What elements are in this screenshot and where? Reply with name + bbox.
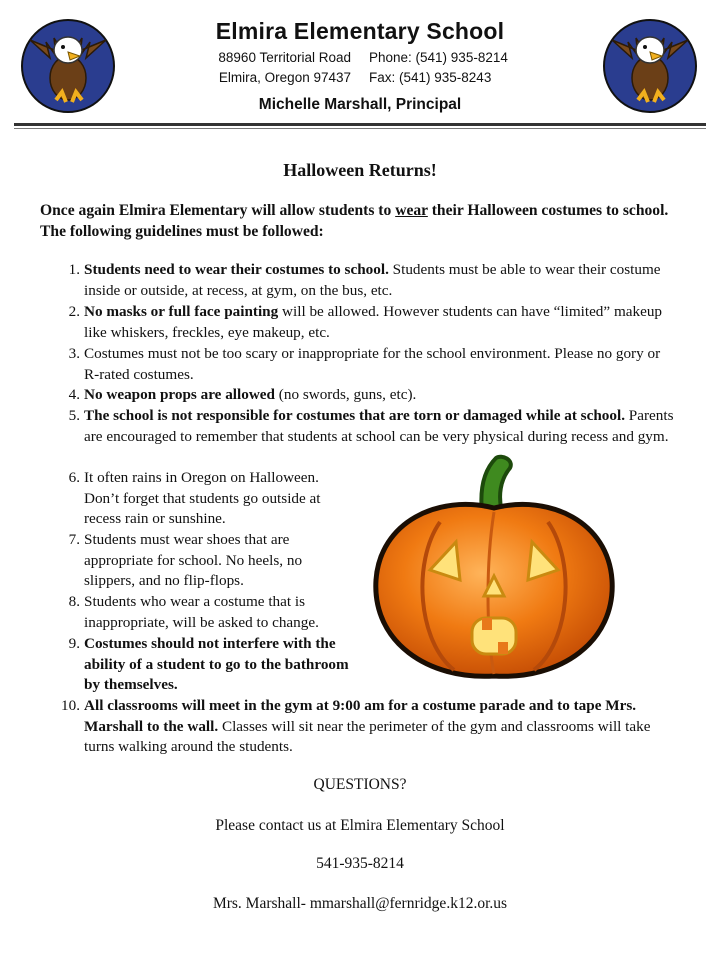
phone-number: Phone: (541) 935-8214 — [369, 50, 508, 65]
intro-paragraph — [40, 200, 690, 242]
guideline-bold: Students need to wear their costumes to school. — [84, 261, 389, 278]
guideline-number: 6. — [68, 469, 80, 486]
school-name: Elmira Elementary School — [215, 18, 505, 44]
intro-underlined-word: wear — [395, 202, 428, 219]
guideline-text: Students who wear a costume that is inappropriate, will be asked to change. — [84, 593, 319, 631]
guideline-number: 9. — [68, 635, 80, 652]
guideline-bold: All classrooms will meet in the gym at 9:00 am for a costume parade and to tape Mrs. Marshall to the wall. — [84, 697, 637, 735]
guideline-number: 8. — [68, 593, 80, 610]
eagle-mascot-icon — [16, 12, 120, 116]
guideline-text: Classes will sit near the perimeter of the gym and classrooms will take turns walking around the students. — [84, 717, 651, 755]
guideline-bold: Costumes should not interfere with the ability of a student to go to the bathroom by themselves. — [84, 635, 349, 693]
address-line-1: 88960 Territorial Road — [218, 50, 351, 65]
guideline-number: 10. — [61, 697, 80, 714]
guideline-number: 4. — [68, 386, 80, 403]
fax-number: Fax: (541) 935-8243 — [369, 70, 492, 85]
jack-o-lantern-icon — [368, 452, 620, 684]
page-title: Halloween Returns! — [283, 160, 437, 180]
guideline-text: will be allowed. However students can have “limited” makeup like whiskers, freckles, eye makeup, etc. — [84, 303, 663, 341]
principal-name: Michelle Marshall, Principal — [258, 96, 462, 113]
guideline-text: Parents are encouraged to remember that students at school can be very physical during recess and gym. — [84, 407, 674, 445]
intro-text-after: their Halloween costumes to school. The following guidelines must be followed: — [40, 202, 669, 240]
guideline-text: It often rains in Oregon on Halloween. Don’t forget that students go outside at recess rain or sunshine. — [84, 469, 321, 527]
header-divider-thin — [14, 128, 706, 129]
guideline-number: 7. — [68, 531, 80, 548]
guideline-bold: No masks or full face painting — [84, 303, 279, 320]
contact-email[interactable]: Mrs. Marshall- mmarshall@fernridge.k12.or.us — [212, 895, 508, 912]
guideline-text: Costumes must not be too scary or inappropriate for the school environment. Please no gory or R-rated costumes. — [84, 345, 661, 383]
guideline-text: Students must wear shoes that are appropriate for school. No heels, no slippers, and no flip-flops. — [84, 531, 303, 589]
guideline-number: 1. — [68, 261, 80, 278]
guideline-number: 3. — [68, 345, 80, 362]
contact-phone: 541-935-8214 — [316, 855, 404, 872]
eagle-mascot-icon — [598, 12, 702, 116]
guideline-text: (no swords, guns, etc). — [275, 386, 417, 403]
guideline-text: Students must be able to wear their costume inside or outside, at recess, at gym, on the bus, etc. — [84, 261, 661, 299]
guideline-number: 2. — [68, 303, 80, 320]
guideline-bold: The school is not responsible for costumes that are torn or damaged while at school. — [84, 407, 625, 424]
header-divider — [14, 123, 706, 126]
address-line-2: Elmira, Oregon 97437 — [218, 70, 351, 85]
guideline-number: 5. — [68, 407, 80, 424]
intro-text-before: Once again Elmira Elementary will allow students to — [40, 202, 396, 219]
questions-heading: QUESTIONS? — [313, 776, 407, 793]
guideline-bold: No weapon props are allowed — [84, 386, 275, 403]
school-header — [150, 16, 570, 114]
contact-line: Please contact us at Elmira Elementary School — [215, 817, 505, 834]
